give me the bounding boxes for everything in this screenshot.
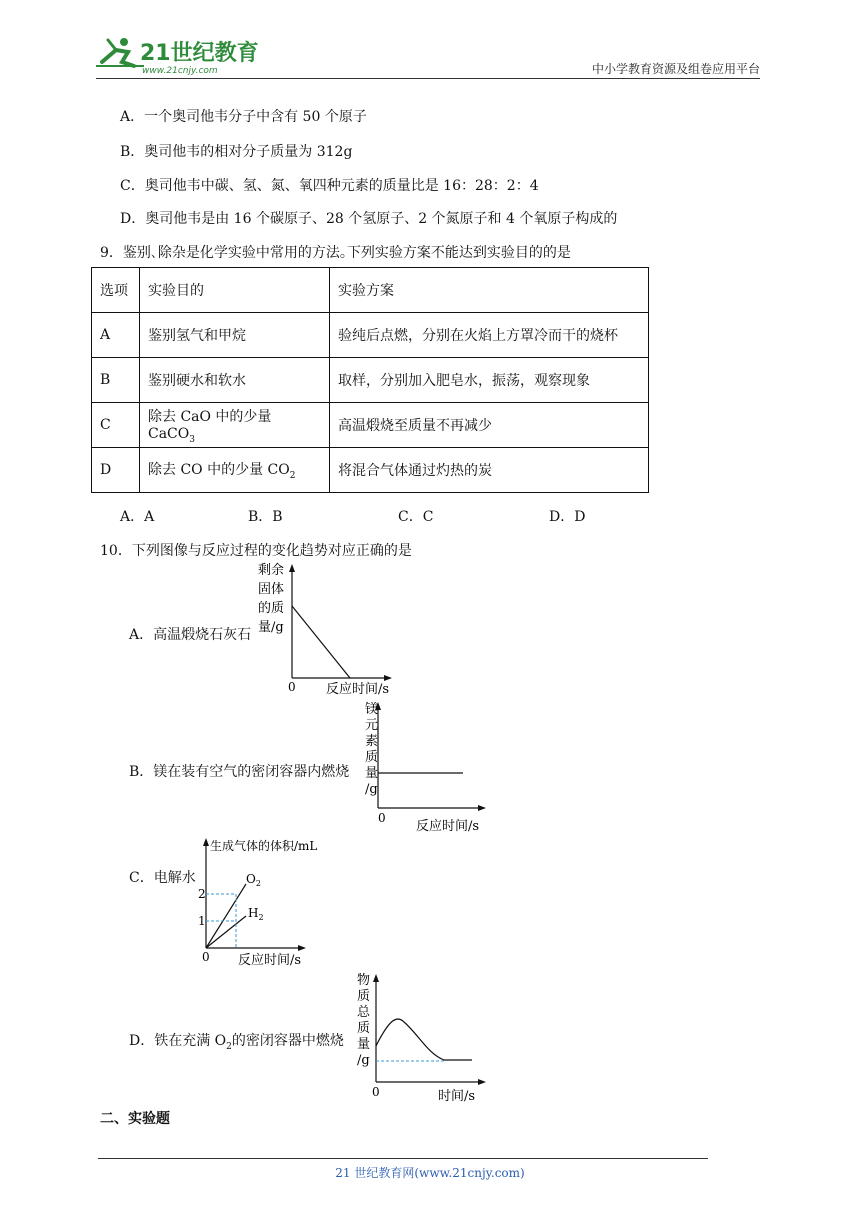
svg-text:2: 2 xyxy=(198,887,206,901)
table-cell-purpose: 鉴别硬水和软水 xyxy=(140,358,330,403)
svg-text:质: 质 xyxy=(357,1021,371,1036)
svg-text:时间/s: 时间/s xyxy=(438,1089,476,1104)
q10-option-d: D．铁在充满 $O_2$的密闭容器中燃烧 xyxy=(129,1033,344,1052)
table-header-cell: 实验目的 xyxy=(140,268,330,313)
svg-text:量: 量 xyxy=(365,766,379,781)
table-cell-option: C xyxy=(92,403,140,448)
q10-stem: 10．下列图像与反应过程的变化趋势对应正确的是 xyxy=(100,543,412,559)
svg-text:生成气体的体积/mL: 生成气体的体积/mL xyxy=(210,839,318,853)
q8-option-a: A．一个奥司他韦分子中含有 50 个原子 xyxy=(120,109,367,125)
header-divider xyxy=(96,78,760,79)
q9-choice-b: B．B xyxy=(248,509,283,525)
table-cell-plan: 验纯后点燃，分别在火焰上方罩冷而干的烧杯 xyxy=(330,313,649,358)
table-row xyxy=(92,313,649,358)
svg-text:反应时间/s: 反应时间/s xyxy=(416,819,480,834)
svg-text:0: 0 xyxy=(378,811,386,825)
section-title: 二、实验题 xyxy=(100,1111,170,1127)
svg-text:O2: $O_2$ xyxy=(246,872,261,888)
graph-b xyxy=(356,698,506,834)
table-cell-plan: 高温煅烧至质量不再减少 xyxy=(330,403,649,448)
svg-text:/g: /g xyxy=(365,782,378,797)
svg-text:量/g: 量/g xyxy=(258,620,284,635)
table-cell-option: B xyxy=(92,358,140,403)
svg-text:物: 物 xyxy=(357,973,371,988)
table-cell-plan: 将混合气体通过灼热的炭 xyxy=(330,448,649,493)
svg-text:质: 质 xyxy=(365,750,379,765)
svg-text:反应时间/s: 反应时间/s xyxy=(326,682,390,697)
q10-option-a: A．高温煅烧石灰石 xyxy=(129,627,252,643)
svg-text:量: 量 xyxy=(357,1037,371,1052)
table-header-cell: 选项 xyxy=(92,268,140,313)
table-cell-option: A xyxy=(92,313,140,358)
footer-divider xyxy=(98,1158,708,1159)
q8-option-d: D．奥司他韦是由 16 个碳原子、28 个氢原子、2 个氮原子和 4 个氧原子构成的 xyxy=(120,211,618,227)
q10-option-c: C．电解水 xyxy=(129,870,196,886)
graph-d xyxy=(354,970,494,1106)
header-platform-text: 中小学教育资源及组卷应用平台 xyxy=(591,62,760,76)
site-logo xyxy=(94,36,264,78)
table-cell-purpose: 除去 CaO 中的少量 CaCO$_3$ xyxy=(140,403,330,448)
table-row xyxy=(92,448,649,493)
q9-choice-a: A．A xyxy=(120,509,155,525)
table-cell-purpose: 除去 CO 中的少量 $CO_2$ xyxy=(140,448,330,493)
svg-text:总: 总 xyxy=(357,1005,371,1020)
q9-choice-c: C．C xyxy=(398,509,434,525)
table-row xyxy=(92,358,649,403)
svg-text:元: 元 xyxy=(365,718,379,733)
footer-text[interactable]: 21 世纪教育网(www.21cnjy.com) xyxy=(335,1166,525,1180)
svg-text:0: 0 xyxy=(288,680,296,694)
table-cell-option: D xyxy=(92,448,140,493)
svg-text:反应时间/s: 反应时间/s xyxy=(238,953,302,968)
svg-text:的质: 的质 xyxy=(258,601,285,616)
table-cell-plan: 取样，分别加入肥皂水，振荡，观察现象 xyxy=(330,358,649,403)
table-cell-purpose: 鉴别氢气和甲烷 xyxy=(140,313,330,358)
table-row xyxy=(92,403,649,448)
q9-stem: 9．鉴别､除杂是化学实验中常用的方法｡下列实验方案不能达到实验目的的是 xyxy=(100,245,571,261)
svg-text:0: 0 xyxy=(202,950,210,964)
svg-text:镁: 镁 xyxy=(365,702,379,717)
q8-option-b: B．奥司他韦的相对分子质量为 312g xyxy=(120,144,353,160)
table-header-cell: 实验方案 xyxy=(330,268,649,313)
q9-choice-d: D．D xyxy=(549,509,586,525)
table-header-row xyxy=(92,268,649,313)
svg-text:素: 素 xyxy=(365,734,379,749)
svg-text:质: 质 xyxy=(357,989,371,1004)
q9-table xyxy=(91,267,649,493)
logo-url: www.21cnjy.com xyxy=(142,66,218,76)
q8-option-c: C．奥司他韦中碳、氢、氮、氧四种元素的质量比是 16：28：2：4 xyxy=(120,178,539,194)
svg-text:0: 0 xyxy=(372,1085,380,1099)
logo-text: 21世纪教育 xyxy=(140,41,259,66)
svg-text:剩余: 剩余 xyxy=(258,563,285,578)
svg-text:H2: $H_2$ xyxy=(248,906,264,922)
graph-a xyxy=(250,560,410,700)
svg-text:/g: /g xyxy=(357,1053,370,1068)
svg-text:1: 1 xyxy=(198,914,206,928)
graph-c xyxy=(196,836,346,972)
svg-text:固体: 固体 xyxy=(258,582,285,597)
q10-option-b: B．镁在装有空气的密闭容器内燃烧 xyxy=(129,764,350,780)
